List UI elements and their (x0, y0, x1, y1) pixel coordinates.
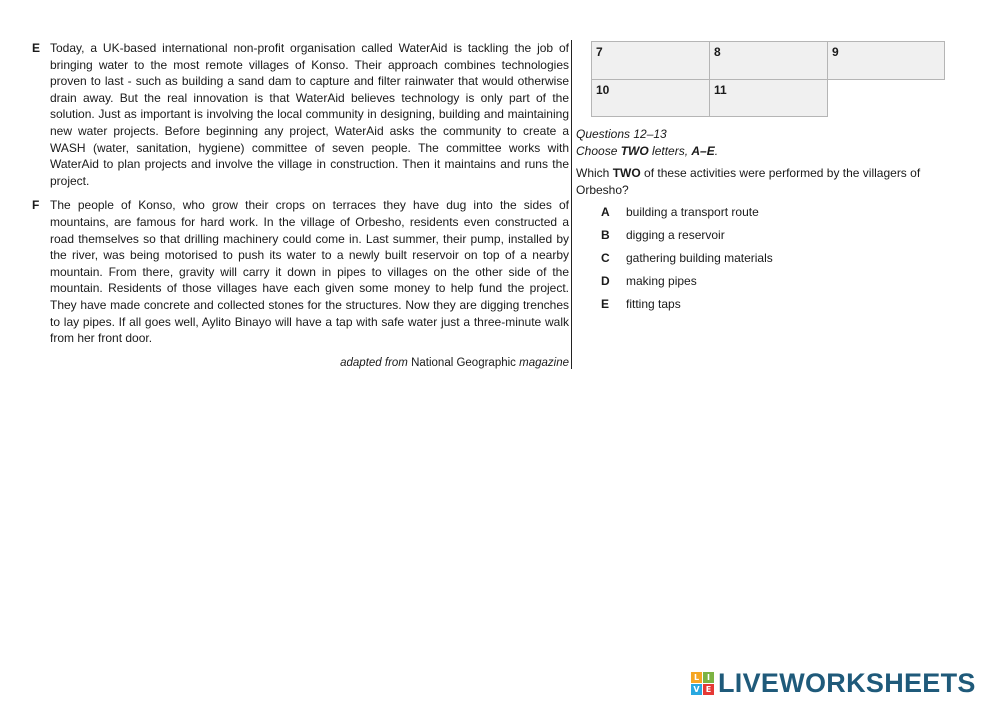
logo-tile: E (703, 684, 714, 695)
answer-box-8[interactable] (709, 41, 828, 80)
option-e[interactable] (576, 292, 976, 315)
paragraph-f (32, 197, 569, 346)
answer-box-9[interactable] (827, 41, 945, 80)
reading-passage (32, 40, 569, 371)
answer-box-10[interactable] (591, 79, 710, 117)
attribution-type: magazine (519, 356, 569, 369)
option-b[interactable] (576, 223, 976, 246)
questions-section (576, 126, 976, 315)
question-stem: Which TWO of these activities were performed by the villagers of Orbesho? (576, 166, 921, 197)
option-c[interactable] (576, 246, 976, 269)
answer-box-number: 11 (714, 83, 727, 97)
option-text: gathering building materials (626, 250, 773, 265)
option-text: fitting taps (626, 296, 681, 311)
option-letter: A (601, 204, 610, 219)
answer-box-number: 8 (714, 45, 721, 59)
attribution-adapted: adapted from (340, 356, 408, 369)
option-letter: B (601, 227, 610, 242)
paragraph-letter: F (32, 198, 40, 213)
source-attribution (32, 355, 569, 372)
logo-tile: I (703, 672, 714, 683)
logo-tile: L (691, 672, 702, 683)
answer-box-number: 9 (832, 45, 839, 59)
paragraph-letter: E (32, 41, 41, 55)
logo-text: LIVEWORKSHEETS (718, 668, 976, 698)
option-letter: D (601, 273, 610, 288)
logo-tile: V (691, 684, 702, 695)
option-a[interactable] (576, 200, 976, 223)
logo-tiles-icon (691, 672, 714, 695)
option-letter: E (601, 296, 610, 311)
option-text: making pipes (626, 273, 697, 288)
paragraph-text: The people of Konso, who grow their crops on terraces they have dug into the sides of mountains, are famous for hard work. In the village of Orbesho, residents even constructed a road themselves so that drilling machinery could come in. Last summer, their pump, installed by the river, was being motorised to push its water to a newly built reservoir on top of a nearby mountain. From there, gravity will carry it down in pipes to villages on the other side of the mountain. Residents of those villages have each given some money to help fund the project. They have made concrete and collected stones for the structures. Now they are digging trenches to lay pipes. If all goes well, Aylito Binayo will have a tap with safe water just a three-minute walk from her front door. (50, 198, 569, 346)
answer-box-7[interactable] (591, 41, 710, 80)
answer-options (576, 200, 976, 315)
attribution-source: National Geographic (411, 356, 516, 369)
answer-grid (591, 41, 945, 117)
answer-box-11[interactable] (709, 79, 828, 117)
paragraph-e (32, 40, 569, 189)
column-divider (571, 40, 572, 369)
paragraph-text: Today, a UK-based international non-profit organisation called WaterAid is tackling the job of bringing water to the most remote villages of Konso. Their approach combines technologies proven to last - such as building a sand dam to capture and filter rainwater that would otherwise drain away. But the real innovation is that WaterAid believes technology is only part of the solution. Just as important is involving the local community in designing, building and maintaining new water projects. Before beginning any project, WaterAid asks the community to create a WASH (water, sanitation, hygiene) committee of seven people. The committee works with WaterAid to plan projects and involve the village in construction. Then it maintains and runs the project. (50, 41, 569, 188)
option-text: building a transport route (626, 204, 759, 219)
answer-box-number: 10 (596, 83, 610, 97)
answer-box-number: 7 (596, 45, 603, 59)
option-letter: C (601, 250, 610, 265)
option-text: digging a reservoir (626, 227, 725, 242)
option-d[interactable] (576, 269, 976, 292)
questions-instruction: Choose TWO letters, A–E. (576, 143, 719, 158)
questions-range: Questions 12–13 (576, 127, 667, 141)
liveworksheets-logo (691, 668, 976, 699)
